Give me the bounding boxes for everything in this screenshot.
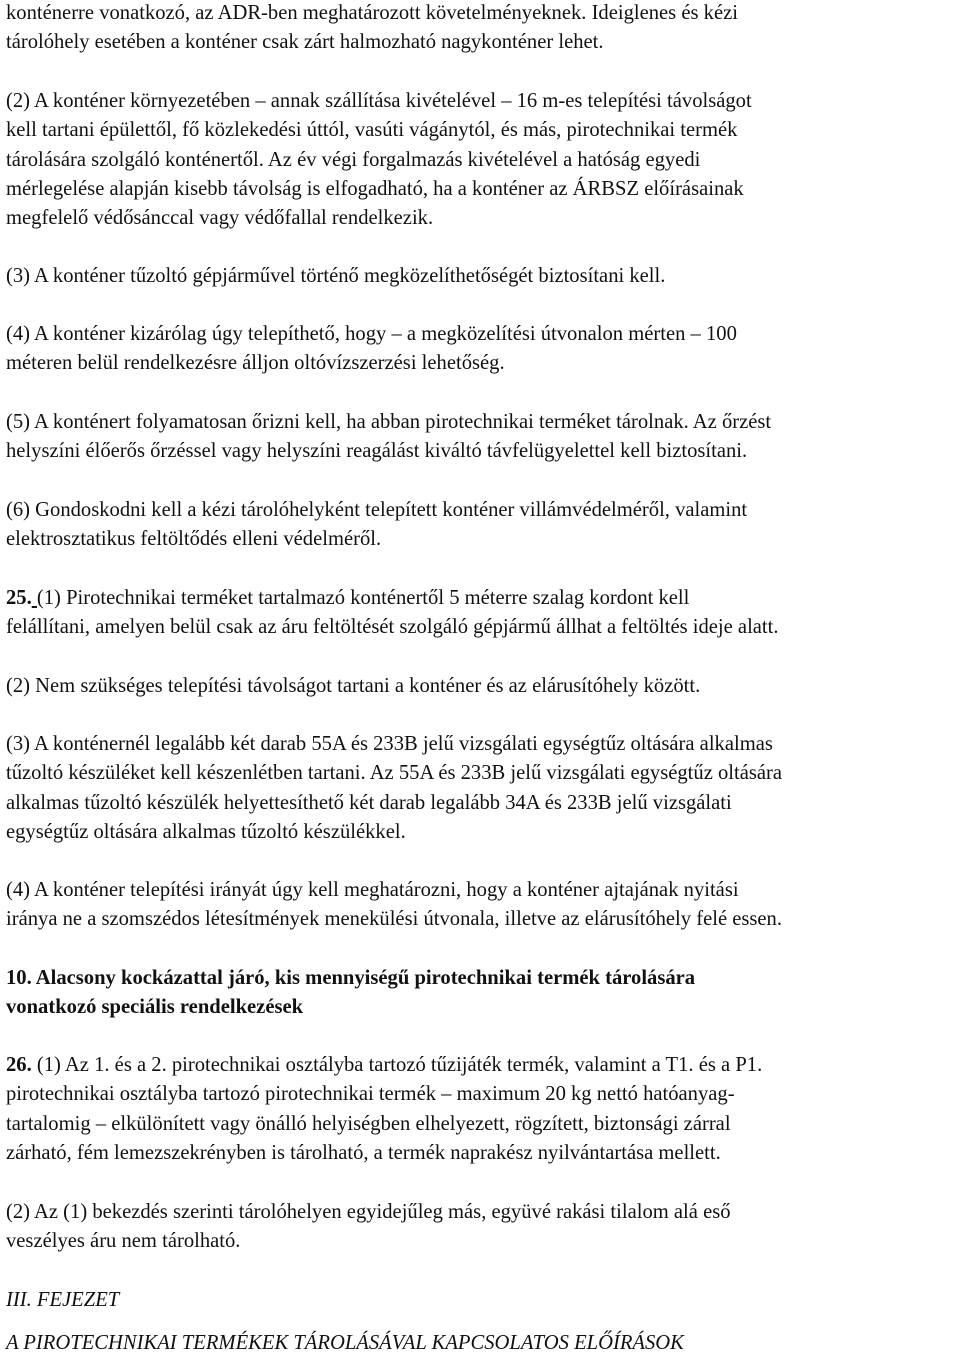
- text-line: iránya ne a szomszédos létesítmények menekülési útvonala, illetve az elárusítóhely felé essen.: [6, 908, 782, 931]
- paragraph-2: [6, 87, 752, 233]
- text-line: (3) A konténer tűzoltó gépjárművel történő megközelíthetőségét biztosítani kell.: [6, 265, 666, 287]
- paragraph-1: [6, 0, 738, 58]
- text-line: helyszíni élőerős őrzéssel vagy helyszíni reagálást kiváltó távfelügyelettel kell biztosítani.: [6, 440, 748, 463]
- text-line: (4) A konténer telepítési irányát úgy kell meghatározni, hogy a konténer ajtajának nyitási: [6, 879, 739, 901]
- section-25: [6, 584, 779, 643]
- text-line: (4) A konténer kizárólag úgy telepíthető, hogy – a megközelítési útvonalon mérten – 100: [6, 323, 737, 345]
- text-line: elektrosztatikus feltöltődés elleni védelméről.: [6, 528, 382, 551]
- text-line: (2) A konténer környezetében – annak szállítása kivételével – 16 m-es telepítési távolságot: [6, 90, 752, 112]
- text-line: méteren belül rendelkezésre álljon oltóvízszerzési lehetőség.: [6, 352, 505, 375]
- text-line: megfelelő védősánccal vagy védőfallal rendelkezik.: [6, 207, 434, 230]
- section-heading-10: [6, 964, 695, 1023]
- heading-line: 10. Alacsony kockázattal járó, kis mennyiségű pirotechnikai termék tárolására: [6, 967, 696, 989]
- text-line: zárható, fém lemezszekrényben is tárolható, a termék naprakész nyilvántartása mellett.: [6, 1141, 721, 1164]
- text-line: veszélyes áru nem tárolható.: [6, 1230, 241, 1253]
- text-line: (2) Az (1) bekezdés szerinti tárolóhelyen egyidejűleg más, együvé rakási tilalom alá eső: [6, 1201, 731, 1223]
- text-line: felállítani, amelyen belül csak az áru feltöltését szolgáló gépjármű állhat a feltöltés ideje alatt.: [6, 616, 779, 639]
- text-line: mérlegelése alapján kisebb távolság is elfogadható, ha a konténer az ÁRBSZ előírásainak: [6, 177, 744, 200]
- section-number: 25.: [6, 587, 32, 609]
- text-line: konténerre vonatkozó, az ADR-ben meghatározott követelményeknek. Ideiglenes és kézi: [6, 2, 738, 24]
- paragraph-26-2: [6, 1198, 731, 1257]
- text-line: tűzoltó készüléket kell készenlétben tartani. Az 55A és 233B jelű vizsgálati egységtűz oltására: [6, 762, 783, 785]
- paragraph-25-3: [6, 730, 782, 847]
- text-line: alkalmas tűzoltó készülék helyettesíthető két darab legalább 34A és 233B jelű vizsgálati: [6, 791, 732, 814]
- paragraph-3: [6, 262, 665, 291]
- chapter-number: III. FEJEZET: [6, 1289, 120, 1311]
- text-line: pirotechnikai osztályba tartozó pirotechnikai termék – maximum 20 kg nettó hatóanyag-: [6, 1083, 735, 1106]
- text-line: egységtűz oltására alkalmas tűzoltó készülékkel.: [6, 820, 406, 843]
- paragraph-4: [6, 320, 737, 379]
- section-text: (1) Pirotechnikai terméket tartalmazó konténertől 5 méterre szalag kordont kell: [36, 587, 690, 609]
- text-line: (5) A konténert folyamatosan őrizni kell, ha abban pirotechnikai terméket tárolnak. Az őrzést: [6, 411, 772, 433]
- chapter-title: A PIROTECHNIKAI TERMÉKEK TÁROLÁSÁVAL KAPCSOLATOS ELŐÍRÁSOK: [6, 1332, 684, 1354]
- text-line: kell tartani épülettől, fő közlekedési úttól, vasúti vágánytól, és más, pirotechnikai termék: [6, 119, 738, 142]
- paragraph-5: [6, 408, 771, 467]
- section-text: (1) Az 1. és a 2. pirotechnikai osztályba tartozó tűzijáték termék, valamint a T1. és a P1.: [36, 1054, 763, 1076]
- paragraph-25-2: [6, 672, 700, 701]
- text-line: (2) Nem szükséges telepítési távolságot tartani a konténer és az elárusítóhely között.: [6, 675, 701, 697]
- paragraph-25-4: [6, 876, 782, 935]
- paragraph-6: [6, 496, 747, 555]
- text-line: (3) A konténernél legalább két darab 55A és 233B jelű vizsgálati egységtűz oltására alkalmas: [6, 733, 773, 755]
- heading-line: vonatkozó speciális rendelkezések: [6, 996, 304, 1019]
- section-number: 26.: [6, 1054, 32, 1076]
- text-line: [6, 584, 779, 613]
- text-line: tartalomig – elkülönített vagy önálló helyiségben elhelyezett, rögzített, biztonsági zárral: [6, 1112, 731, 1135]
- text-line: [6, 1051, 762, 1080]
- text-line: tárolására szolgáló konténertől. Az év végi forgalmazás kivételével a hatóság egyedi: [6, 148, 701, 171]
- text-line: tárolóhely esetében a konténer csak zárt halmozható nagykonténer lehet.: [6, 31, 604, 54]
- section-26: [6, 1051, 762, 1168]
- text-line: (6) Gondoskodni kell a kézi tárolóhelyként telepített konténer villámvédelméről, valamint: [6, 499, 748, 521]
